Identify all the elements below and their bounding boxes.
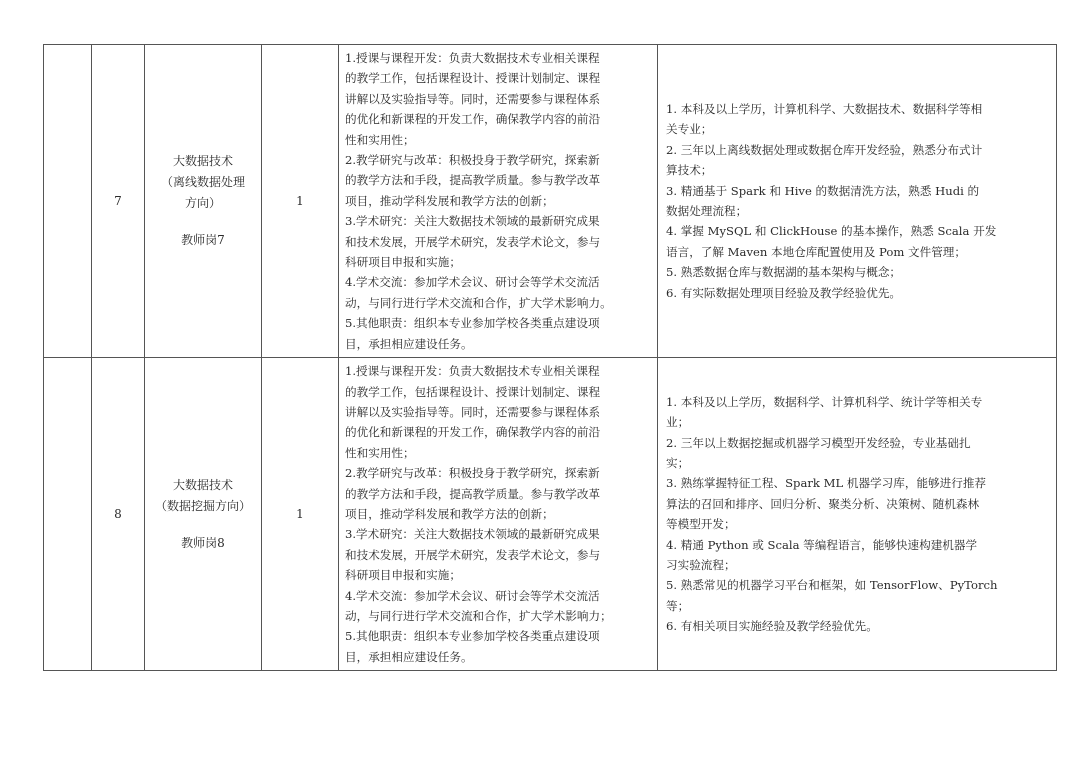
table-row bbox=[44, 45, 1057, 358]
duties-cell bbox=[339, 358, 658, 671]
duty-line: 科研项目申报和实施； bbox=[345, 255, 461, 270]
headcount: 1 bbox=[262, 45, 339, 358]
duty-line: 的教学方法和手段，提高教学质量。参与教学改革 bbox=[345, 173, 601, 188]
requirement-line: 关专业； bbox=[666, 122, 713, 137]
duty-line: 动，与同行进行学术交流和合作，扩大学术影响力； bbox=[345, 608, 612, 623]
duty-line: 讲解以及实验指导等。同时，还需要参与课程体系 bbox=[345, 404, 601, 419]
duty-line: 目，承担相应建设任务。 bbox=[345, 649, 473, 664]
duty-line: 的教学工作，包括课程设计、授课计划制定、课程 bbox=[345, 71, 601, 86]
duty-line: 项目，推动学科发展和教学方法的创新； bbox=[345, 193, 554, 208]
duty-line: 的教学工作，包括课程设计、授课计划制定、课程 bbox=[345, 384, 601, 399]
duty-line: 1.授课与课程开发：负责大数据技术专业相关课程 bbox=[345, 364, 600, 379]
headcount: 1 bbox=[262, 358, 339, 671]
requirement-line: 习实验流程； bbox=[666, 557, 736, 572]
duty-line: 项目，推动学科发展和教学方法的创新； bbox=[345, 506, 554, 521]
job-positions-table bbox=[43, 44, 1057, 671]
requirement-line: 5. 熟悉常见的机器学习平台和框架，如 TensorFlow、PyTorch bbox=[666, 578, 998, 593]
duty-line: 的教学方法和手段，提高教学质量。参与教学改革 bbox=[345, 486, 601, 501]
post-direction: （离线数据处理 bbox=[160, 175, 245, 190]
duty-line: 5.其他职责：组织本专业参加学校各类重点建设项 bbox=[345, 316, 600, 331]
post-title: 教师岗8 bbox=[181, 535, 225, 550]
duty-line: 和技术发展，开展学术研究，发表学术论文，参与 bbox=[345, 547, 601, 562]
duty-line: 1.授课与课程开发：负责大数据技术专业相关课程 bbox=[345, 51, 600, 65]
duty-line: 的优化和新课程的开发工作，确保教学内容的前沿 bbox=[345, 425, 601, 440]
requirement-line: 业； bbox=[666, 415, 690, 430]
duty-line: 动，与同行进行学术交流和合作，扩大学术影响力。 bbox=[345, 295, 612, 310]
requirement-line: 等模型开发； bbox=[666, 517, 736, 532]
duty-line: 目，承担相应建设任务。 bbox=[345, 336, 473, 351]
requirement-line: 2. 三年以上离线数据处理或数据仓库开发经验，熟悉分布式计 bbox=[666, 142, 983, 157]
table-row bbox=[44, 358, 1057, 671]
duty-line: 科研项目申报和实施； bbox=[345, 568, 461, 583]
post-title: 教师岗7 bbox=[181, 233, 225, 248]
duties-cell bbox=[339, 45, 658, 358]
duty-line: 的优化和新课程的开发工作，确保教学内容的前沿 bbox=[345, 112, 601, 127]
requirement-line: 4. 精通 Python 或 Scala 等编程语言，能够快速构建机器学 bbox=[666, 537, 978, 552]
requirement-line: 6. 有实际数据处理项目经验及教学经验优先。 bbox=[666, 285, 902, 300]
post-cell bbox=[145, 358, 262, 671]
requirement-line: 4. 掌握 MySQL 和 ClickHouse 的基本操作，熟悉 Scala 开发 bbox=[666, 224, 997, 239]
duty-line: 性和实用性； bbox=[345, 445, 415, 460]
post-direction: （数据挖掘方向） bbox=[154, 498, 251, 513]
requirement-line: 等； bbox=[666, 598, 690, 613]
requirement-line: 3. 精通基于 Spark 和 Hive 的数据清洗方法，熟悉 Hudi 的 bbox=[666, 183, 980, 198]
duty-line: 4.学术交流：参加学术会议、研讨会等学术交流活 bbox=[345, 275, 600, 290]
blank-cell bbox=[44, 45, 92, 358]
blank-cell bbox=[44, 358, 92, 671]
post-cell bbox=[145, 45, 262, 358]
requirements-cell bbox=[658, 358, 1057, 671]
requirements-cell bbox=[658, 45, 1057, 358]
duty-line: 和技术发展，开展学术研究，发表学术论文，参与 bbox=[345, 234, 601, 249]
requirement-line: 1. 本科及以上学历，计算机科学、大数据技术、数据科学等相 bbox=[666, 102, 983, 117]
duty-line: 3.学术研究：关注大数据技术领域的最新研究成果 bbox=[345, 214, 600, 229]
requirement-line: 1. 本科及以上学历，数据科学、计算机科学、统计学等相关专 bbox=[666, 394, 983, 409]
requirement-line: 语言，了解 Maven 本地仓库配置使用及 Pom 文件管理； bbox=[666, 244, 966, 259]
requirement-line: 6. 有相关项目实施经验及教学经验优先。 bbox=[666, 619, 878, 634]
requirement-line: 3. 熟练掌握特征工程、Spark ML 机器学习库，能够进行推荐 bbox=[666, 476, 987, 491]
duty-line: 3.学术研究：关注大数据技术领域的最新研究成果 bbox=[345, 527, 600, 542]
row-number: 7 bbox=[92, 45, 145, 358]
duty-line: 5.其他职责：组织本专业参加学校各类重点建设项 bbox=[345, 629, 600, 644]
requirement-line: 5. 熟悉数据仓库与数据湖的基本架构与概念； bbox=[666, 265, 902, 280]
duty-line: 讲解以及实验指导等。同时，还需要参与课程体系 bbox=[345, 91, 601, 106]
row-number: 8 bbox=[92, 358, 145, 671]
requirement-line: 算法的召回和排序、回归分析、聚类分析、决策树、随机森林 bbox=[666, 496, 980, 511]
post-name: 大数据技术 bbox=[172, 477, 233, 492]
duty-line: 性和实用性； bbox=[345, 132, 415, 147]
post-direction-cont: 方向） bbox=[184, 196, 221, 211]
duty-line: 2.教学研究与改革：积极投身于教学研究，探索新 bbox=[345, 466, 600, 481]
post-name: 大数据技术 bbox=[172, 154, 233, 169]
requirement-line: 数据处理流程； bbox=[666, 204, 748, 219]
requirement-line: 2. 三年以上数据挖掘或机器学习模型开发经验，专业基础扎 bbox=[666, 435, 971, 450]
duty-line: 4.学术交流：参加学术会议、研讨会等学术交流活 bbox=[345, 588, 600, 603]
requirement-line: 算技术； bbox=[666, 163, 713, 178]
duty-line: 2.教学研究与改革：积极投身于教学研究，探索新 bbox=[345, 153, 600, 168]
requirement-line: 实； bbox=[666, 455, 690, 470]
